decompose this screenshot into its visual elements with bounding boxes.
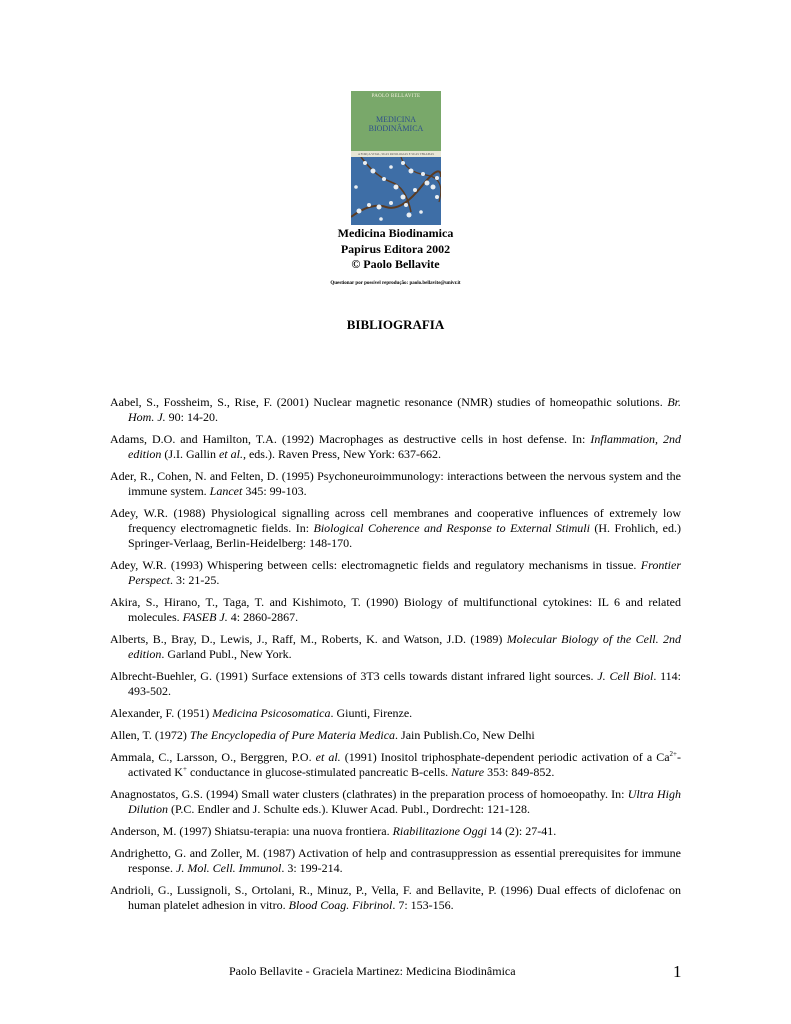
section-heading: BIBLIOGRAFIA	[346, 317, 445, 332]
entry-text: 353: 849-852.	[484, 765, 555, 779]
cover-author: PAOLO BELLAVITE	[371, 94, 421, 99]
cover-top-panel	[351, 91, 441, 151]
book-caption-copyright: © Paolo Bellavite	[351, 257, 440, 271]
bibliography-entry	[110, 506, 681, 551]
entry-italic-text: et al.,	[218, 447, 246, 461]
entry-text: -activated K	[128, 750, 681, 779]
cover-subtitle: A FORÇA VITAL, SUAS PATOLOGIAS E SUAS TERAPIAS	[351, 151, 441, 157]
entry-text: (J.I. Gallin	[161, 447, 219, 461]
bibliography-entry	[110, 669, 681, 699]
entry-text: 90: 14-20.	[165, 410, 219, 424]
blossom-branches-graphic	[351, 157, 441, 225]
entry-text: Andrighetto, G. and Zoller, M. (1987) Activation of help and contrasuppression as essential prerequisites for immune response.	[110, 846, 681, 875]
entry-italic-text: FASEB J.	[182, 610, 228, 624]
entry-italic-text: Molecular Biology of the Cell. 2nd edition	[128, 632, 681, 661]
entry-text: Andrioli, G., Lussignoli, S., Ortolani, R., Minuz, P., Vella, F. and Bellavite, P. (1996) Dual effects of diclofenac on human platelet adhesion in vitro.	[110, 883, 681, 912]
entry-text: Ammala, C., Larsson, O., Berggren, P.O.	[110, 750, 316, 764]
entry-text: . Garland Publ., New York.	[161, 647, 292, 661]
bibliography-entry	[110, 883, 681, 913]
entry-text: . 114: 493-502.	[128, 669, 682, 698]
entry-text: eds.). Raven Press, New York: 637-662.	[245, 447, 441, 461]
entry-text: . 3: 21-25.	[169, 573, 220, 587]
entry-italic-text: Frontier Perspect	[128, 558, 681, 587]
book-caption-title: Medicina Biodinamica	[337, 226, 454, 240]
entry-text: 14 (2): 27-41.	[486, 824, 557, 838]
entry-italic-text: The Encyclopedia of Pure Materia Medica	[189, 728, 396, 742]
entry-text: 4: 2860-2867.	[227, 610, 299, 624]
entry-text: 345: 99-103.	[242, 484, 307, 498]
book-cover-image	[351, 91, 441, 225]
book-caption-publisher: Papirus Editora 2002	[340, 241, 451, 256]
entry-text: (H. Frohlich, ed.) Springer-Verlaag, Berlin-Heidelberg: 148-170.	[128, 521, 681, 550]
entry-italic-text: et al.	[315, 750, 341, 764]
entry-italic-text: Biological Coherence and Response to External Stimuli	[313, 521, 590, 535]
entry-italic-text: Inflammation, 2nd edition	[128, 432, 681, 461]
entry-italic-text: Br. Hom. J.	[128, 395, 681, 424]
entry-italic-text: Lancet	[209, 484, 243, 498]
entry-text: . 7: 153-156.	[392, 898, 454, 912]
entry-italic-text: Nature	[451, 765, 485, 779]
page-number: 1	[673, 962, 682, 981]
entry-superscript: +	[182, 765, 187, 773]
entry-text: Adams, D.O. and Hamilton, T.A. (1992) Macrophages as destructive cells in host defense. In:	[110, 432, 591, 446]
entry-italic-text: J. Mol. Cell. Immunol	[176, 861, 282, 875]
bibliography-entry	[110, 469, 681, 499]
entry-text: Anagnostatos, G.S. (1994) Small water clusters (clathrates) in the preparation process of homoeopathy. In:	[110, 787, 628, 801]
bibliography-entry	[110, 558, 681, 588]
bibliography-entry	[110, 750, 681, 780]
entry-italic-text: Medicina Psicosomatica	[212, 706, 331, 720]
entry-text: Anderson, M. (1997) Shiatsu-terapia: una nuova frontiera.	[110, 824, 393, 838]
bibliography-entry	[110, 632, 681, 662]
bibliography-entry	[110, 595, 681, 625]
bibliography-entry	[110, 824, 681, 839]
entry-superscript: 2+	[669, 750, 677, 758]
bibliography-entry	[110, 395, 681, 425]
entry-text: Akira, S., Hirano, T., Taga, T. and Kishimoto, T. (1990) Biology of multifunctional cytokines: IL 6 and related molecules.	[110, 595, 681, 624]
bibliography-entry	[110, 846, 681, 876]
entry-italic-text: Ultra High Dilution	[128, 787, 681, 816]
entry-italic-text: Riabilitazione Oggi	[392, 824, 487, 838]
entry-text: Albrecht-Buehler, G. (1991) Surface extensions of 3T3 cells towards distant infrared light sources.	[110, 669, 598, 683]
bibliography-list	[110, 395, 681, 920]
entry-text: . Jain Publish.Co, New Delhi	[395, 728, 535, 742]
entry-italic-text: Blood Coag. Fibrinol	[288, 898, 393, 912]
entry-text: Alexander, F. (1951)	[110, 706, 213, 720]
cover-title	[351, 115, 441, 133]
entry-text: Adey, W.R. (1988) Physiological signalling across cell membranes and cooperative influences of extremely low frequency electromagnetic fields. In:	[110, 506, 681, 535]
entry-text: conductance in glucose-stimulated pancreatic B-cells.	[186, 765, 452, 779]
cover-title-line1: MEDICINA	[376, 115, 416, 124]
bibliography-entry	[110, 706, 681, 721]
entry-text: (1991) Inositol triphosphate-dependent periodic activation of a Ca	[340, 750, 670, 764]
entry-text: Allen, T. (1972)	[110, 728, 190, 742]
entry-text: Alberts, B., Bray, D., Lewis, J., Raff, M., Roberts, K. and Watson, J.D. (1989)	[110, 632, 507, 646]
bibliography-entry	[110, 787, 681, 817]
entry-text: Ader, R., Cohen, N. and Felten, D. (1995) Psychoneuroimmunology: interactions between the nervous system and the immune system.	[110, 469, 681, 498]
reproduction-permission-note: Questionar por possível reprodução: paolo.bellavite@univr.it	[330, 281, 461, 286]
entry-text: Adey, W.R. (1993) Whispering between cells: electromagnetic fields and regulatory mechanisms in tissue.	[110, 558, 641, 572]
entry-text: Aabel, S., Fossheim, S., Rise, F. (2001) Nuclear magnetic resonance (NMR) studies of homeopathic solutions.	[110, 395, 668, 409]
cover-title-line2: BIODINÂMICA	[368, 124, 424, 133]
bibliography-entry	[110, 728, 681, 743]
entry-text: (P.C. Endler and J. Schulte eds.). Kluwer Acad. Publ., Dordrecht: 121-128.	[168, 802, 530, 816]
cover-blossom-painting	[351, 157, 441, 225]
entry-italic-text: J. Cell Biol	[597, 669, 654, 683]
entry-text: . Giunti, Firenze.	[330, 706, 413, 720]
entry-text: . 3: 199-214.	[281, 861, 343, 875]
page-footer: Paolo Bellavite - Graciela Martinez: Medicina Biodinâmica	[229, 964, 516, 978]
bibliography-entry	[110, 432, 681, 462]
